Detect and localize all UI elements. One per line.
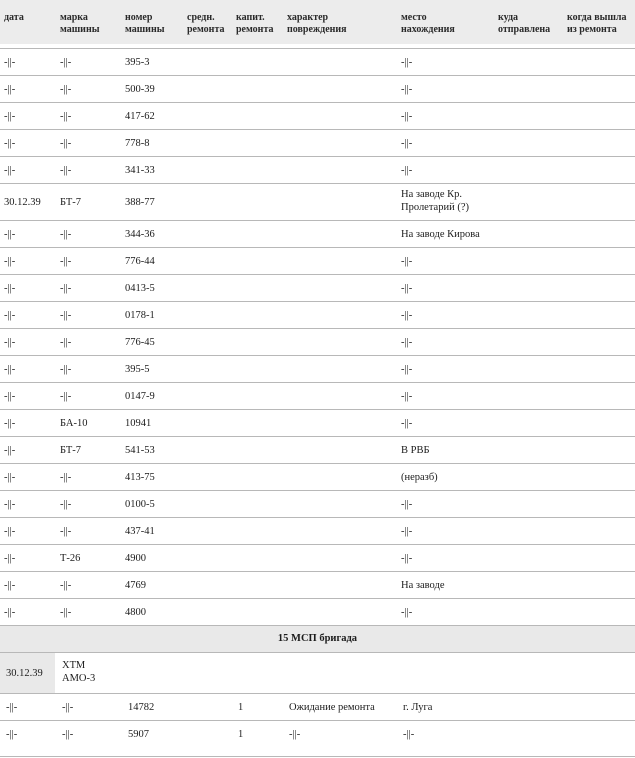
cell-number: 395-5 xyxy=(125,364,150,375)
cell-place: -||- xyxy=(401,553,413,564)
cell-make: -||- xyxy=(60,526,72,537)
cell-make: -||- xyxy=(60,472,72,483)
table-row xyxy=(0,720,635,747)
cell-make: -||- xyxy=(60,364,72,375)
bottom-rule xyxy=(0,756,635,757)
cell-place: -||- xyxy=(401,57,413,68)
cell-date: -||- xyxy=(4,229,16,240)
table-row xyxy=(0,490,635,517)
cell-make: -||- xyxy=(60,337,72,348)
cell-date: -||- xyxy=(6,729,18,740)
cell-make: ХТМ АМО-3 xyxy=(62,660,96,684)
cell-place: -||- xyxy=(401,84,413,95)
table-row xyxy=(0,301,635,328)
table-row xyxy=(0,693,635,720)
cell-place: -||- xyxy=(401,364,413,375)
cell-date: -||- xyxy=(4,580,16,591)
cell-date: -||- xyxy=(4,607,16,618)
cell-date: -||- xyxy=(4,337,16,348)
cell-place: -||- xyxy=(401,418,413,429)
table-row xyxy=(0,355,635,382)
header-make: марка машины xyxy=(60,12,100,35)
cell-number: 5907 xyxy=(128,729,149,740)
cell-make: -||- xyxy=(62,702,74,713)
cell-date: -||- xyxy=(4,138,16,149)
cell-make: БТ-7 xyxy=(60,197,82,208)
header-damage: характер повреждения xyxy=(287,12,347,35)
cell-number: 0178-1 xyxy=(125,310,155,321)
cell-number: 10941 xyxy=(125,418,152,429)
cell-make: -||- xyxy=(60,391,72,402)
table-row xyxy=(0,328,635,355)
table-row xyxy=(0,102,635,129)
cell-place: (неразб) xyxy=(401,472,438,483)
header-avg-repair: средн. ремонта xyxy=(187,12,225,35)
cell-date: -||- xyxy=(4,84,16,95)
header-cap-repair: капит. ремонта xyxy=(236,12,274,35)
cell-date: 30.12.39 xyxy=(4,197,41,208)
cell-make: -||- xyxy=(60,165,72,176)
table-row xyxy=(0,156,635,183)
cell-make: -||- xyxy=(60,310,72,321)
table-row xyxy=(0,544,635,571)
cell-place: -||- xyxy=(401,310,413,321)
cell-place: На заводе xyxy=(401,580,445,591)
cell-damage: -||- xyxy=(289,729,301,740)
table-row xyxy=(0,436,635,463)
cell-place: -||- xyxy=(401,283,413,294)
cell-number: 417-62 xyxy=(125,111,155,122)
cell-place: -||- xyxy=(401,526,413,537)
cell-date: -||- xyxy=(4,391,16,402)
cell-place: -||- xyxy=(401,138,413,149)
cell-cap: 1 xyxy=(238,729,244,740)
table-header xyxy=(0,0,635,44)
cell-date: -||- xyxy=(4,165,16,176)
cell-date: -||- xyxy=(4,553,16,564)
header-number: номер машины xyxy=(125,12,165,35)
cell-place: -||- xyxy=(401,391,413,402)
cell-place: На заводе Кр. Пролетарий (?) xyxy=(401,189,469,213)
table-row xyxy=(0,75,635,102)
cell-number: 388-77 xyxy=(125,197,155,208)
cell-place: -||- xyxy=(403,729,415,740)
cell-number: 4900 xyxy=(125,553,146,564)
cell-place: -||- xyxy=(401,256,413,267)
cell-cap: 1 xyxy=(238,702,244,713)
table-row xyxy=(0,48,635,75)
cell-make: -||- xyxy=(60,580,72,591)
table-row xyxy=(0,382,635,409)
cell-date: -||- xyxy=(4,256,16,267)
section-title: 15 МСП бригада xyxy=(277,633,358,644)
cell-make: -||- xyxy=(60,283,72,294)
cell-date: -||- xyxy=(4,499,16,510)
table-row xyxy=(0,129,635,156)
cell-place: На заводе Кирова xyxy=(401,229,480,240)
cell-make: -||- xyxy=(60,57,72,68)
cell-number: 541-53 xyxy=(125,445,155,456)
cell-date: -||- xyxy=(4,526,16,537)
cell-date: -||- xyxy=(4,310,16,321)
table-row xyxy=(0,220,635,247)
cell-make: БТ-7 xyxy=(60,445,82,456)
cell-date: -||- xyxy=(4,283,16,294)
cell-date: -||- xyxy=(4,445,16,456)
header-date: дата xyxy=(4,12,24,23)
cell-date: -||- xyxy=(4,57,16,68)
cell-number: 776-44 xyxy=(125,256,155,267)
cell-date: -||- xyxy=(4,472,16,483)
cell-make: БА-10 xyxy=(60,418,88,429)
cell-make: -||- xyxy=(60,256,72,267)
cell-place: -||- xyxy=(401,499,413,510)
cell-place: -||- xyxy=(401,337,413,348)
cell-make: -||- xyxy=(60,229,72,240)
table-row xyxy=(0,247,635,274)
cell-make: -||- xyxy=(60,499,72,510)
cell-number: 776-45 xyxy=(125,337,155,348)
cell-make: -||- xyxy=(60,111,72,122)
cell-make: -||- xyxy=(62,729,74,740)
cell-number: 0100-5 xyxy=(125,499,155,510)
cell-make: -||- xyxy=(60,607,72,618)
cell-place: -||- xyxy=(401,165,413,176)
table-row xyxy=(0,598,635,625)
table-row xyxy=(0,183,635,220)
cell-number: 413-75 xyxy=(125,472,155,483)
section-header xyxy=(0,625,635,652)
header-sent-to: куда отправлена xyxy=(498,12,551,35)
table-row xyxy=(0,571,635,598)
cell-date: -||- xyxy=(4,364,16,375)
header-location: место нахождения xyxy=(401,12,455,35)
cell-place: В РВБ xyxy=(401,445,430,456)
cell-number: 437-41 xyxy=(125,526,155,537)
cell-number: 341-33 xyxy=(125,165,155,176)
table-row xyxy=(0,652,635,693)
table-row xyxy=(0,274,635,301)
cell-place: г. Луга xyxy=(403,702,433,713)
cell-number: 778-8 xyxy=(125,138,150,149)
cell-date: -||- xyxy=(6,702,18,713)
cell-number: 395-3 xyxy=(125,57,150,68)
cell-number: 14782 xyxy=(128,702,155,713)
cell-place: -||- xyxy=(401,607,413,618)
cell-number: 0147-9 xyxy=(125,391,155,402)
cell-place: -||- xyxy=(401,111,413,122)
cell-date: -||- xyxy=(4,418,16,429)
cell-number: 0413-5 xyxy=(125,283,155,294)
cell-make: Т-26 xyxy=(60,553,81,564)
cell-make: -||- xyxy=(60,84,72,95)
cell-damage: Ожидание ремонта xyxy=(289,702,375,713)
cell-number: 344-36 xyxy=(125,229,155,240)
cell-number: 4769 xyxy=(125,580,146,591)
cell-make: -||- xyxy=(60,138,72,149)
cell-date: -||- xyxy=(4,111,16,122)
cell-number: 500-39 xyxy=(125,84,155,95)
table-row xyxy=(0,463,635,490)
table-row xyxy=(0,409,635,436)
cell-date: 30.12.39 xyxy=(6,668,43,679)
cell-number: 4800 xyxy=(125,607,146,618)
table-row xyxy=(0,517,635,544)
header-left-repair: когда вышла из ремонта xyxy=(567,12,627,35)
